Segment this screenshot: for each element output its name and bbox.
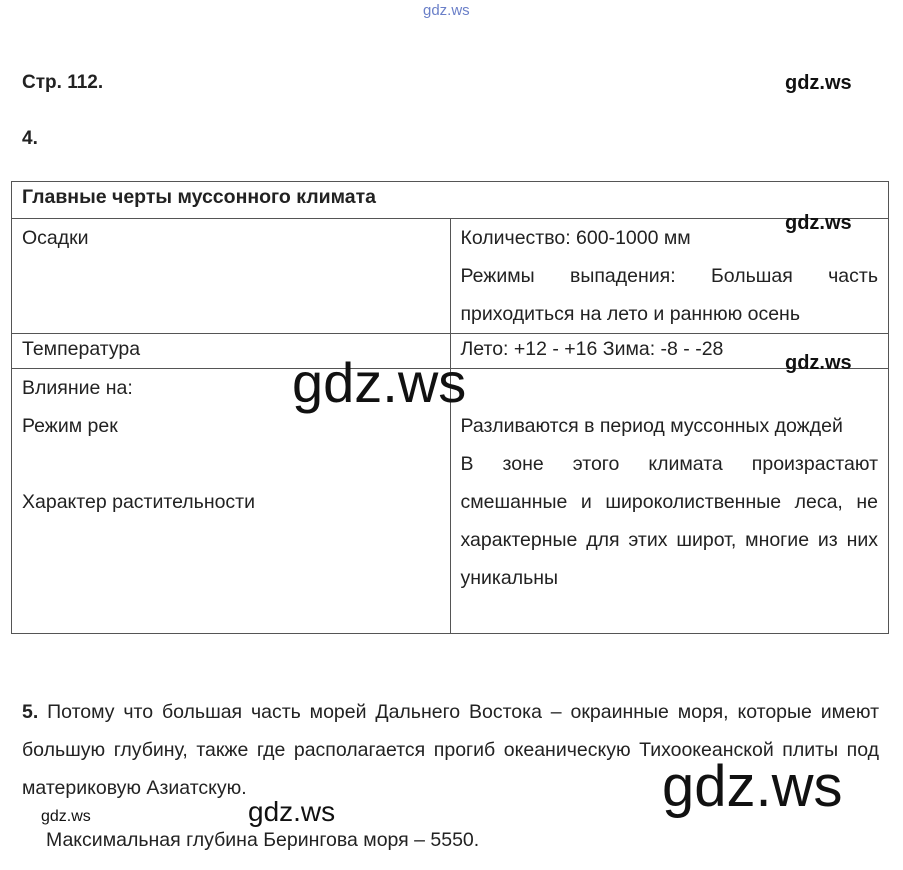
watermark: gdz.ws: [785, 212, 852, 234]
cell-text: Режимы выпадения: Большая часть приходиться на лето и раннюю осень: [460, 265, 878, 325]
cell-text: Режим рек: [22, 415, 118, 437]
cell-text: Количество: 600-1000 мм: [460, 227, 691, 249]
cell-text: Осадки: [22, 227, 89, 249]
cell-text: Температура: [22, 338, 141, 360]
row-value-influence: [450, 369, 889, 634]
cell-text: Разливаются в период муссонных дождей: [460, 415, 843, 437]
bering-sea-depth: Максимальная глубина Берингова моря – 5550.: [46, 829, 480, 851]
watermark: gdz.ws: [248, 796, 336, 827]
row-label-precipitation: [12, 219, 451, 334]
watermark: gdz.ws: [785, 352, 852, 374]
page-reference: Стр. 112.: [22, 72, 104, 93]
watermark-large: gdz.ws: [662, 754, 843, 819]
cell-text: Характер растительности: [22, 491, 256, 513]
cell-text: Влияние на:: [22, 377, 133, 399]
task-number-5: 5.: [22, 701, 39, 723]
watermark-large: gdz.ws: [292, 351, 467, 414]
watermark: gdz.ws: [41, 808, 91, 825]
task-5-text: Потому что большая часть морей Дальнего Востока – окраинные моря, которые имеют большую глубину, также где располагается прогиб океаническую Тихоокеанской плиты под материковую Азиатскую.: [22, 701, 880, 799]
table-header: Главные черты муссонного климата: [12, 182, 889, 219]
table-header-row: [12, 182, 889, 219]
task-number-4: 4.: [22, 128, 38, 149]
cell-text: Лето: +12 - +16 Зима: -8 - -28: [460, 338, 724, 360]
table-row: [12, 219, 889, 334]
cell-text: В зоне этого климата произрастают смешанные и широколиственные леса, не характерные для этих широт, многие из них уникальны: [460, 453, 878, 589]
watermark-top: gdz.ws: [423, 2, 470, 19]
watermark: gdz.ws: [785, 72, 852, 94]
row-value-precipitation: [450, 219, 889, 334]
